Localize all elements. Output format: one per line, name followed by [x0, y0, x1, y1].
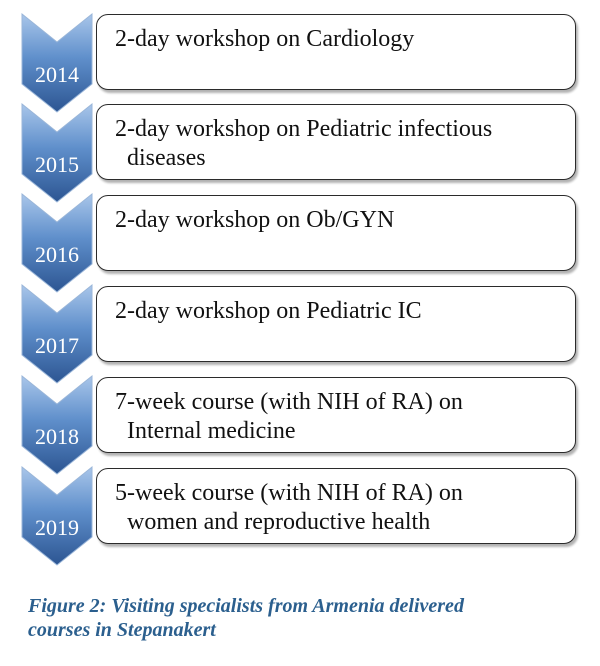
year-2014: 2014	[35, 62, 79, 87]
event-text: 7-week course (with NIH of RA) on	[115, 389, 463, 415]
event-text: 2-day workshop on Pediatric infectious	[115, 116, 493, 142]
event-box-2017	[96, 286, 576, 362]
figure-caption	[28, 594, 594, 642]
event-box-2019	[96, 468, 576, 544]
event-text-continued: women and reproductive health	[127, 509, 431, 535]
event-text-continued: Internal medicine	[127, 418, 296, 444]
caption-line-1: Figure 2: Visiting specialists from Armenia delivered	[28, 595, 464, 617]
event-box-2014	[96, 14, 576, 90]
event-text: 2-day workshop on Ob/GYN	[115, 207, 395, 233]
year-2019: 2019	[35, 515, 79, 540]
event-text: 2-day workshop on Cardiology	[115, 26, 415, 52]
year-2017: 2017	[35, 333, 79, 358]
year-2016: 2016	[35, 242, 79, 267]
event-text: 5-week course (with NIH of RA) on	[115, 480, 463, 506]
event-text-continued: diseases	[127, 145, 206, 171]
year-2015: 2015	[35, 152, 79, 177]
event-box-2015	[96, 104, 576, 180]
event-box-2016	[96, 195, 576, 271]
event-box-2018	[96, 377, 576, 453]
caption-line-2: courses in Stepanakert	[28, 619, 216, 641]
year-2018: 2018	[35, 424, 79, 449]
event-text: 2-day workshop on Pediatric IC	[115, 298, 422, 324]
